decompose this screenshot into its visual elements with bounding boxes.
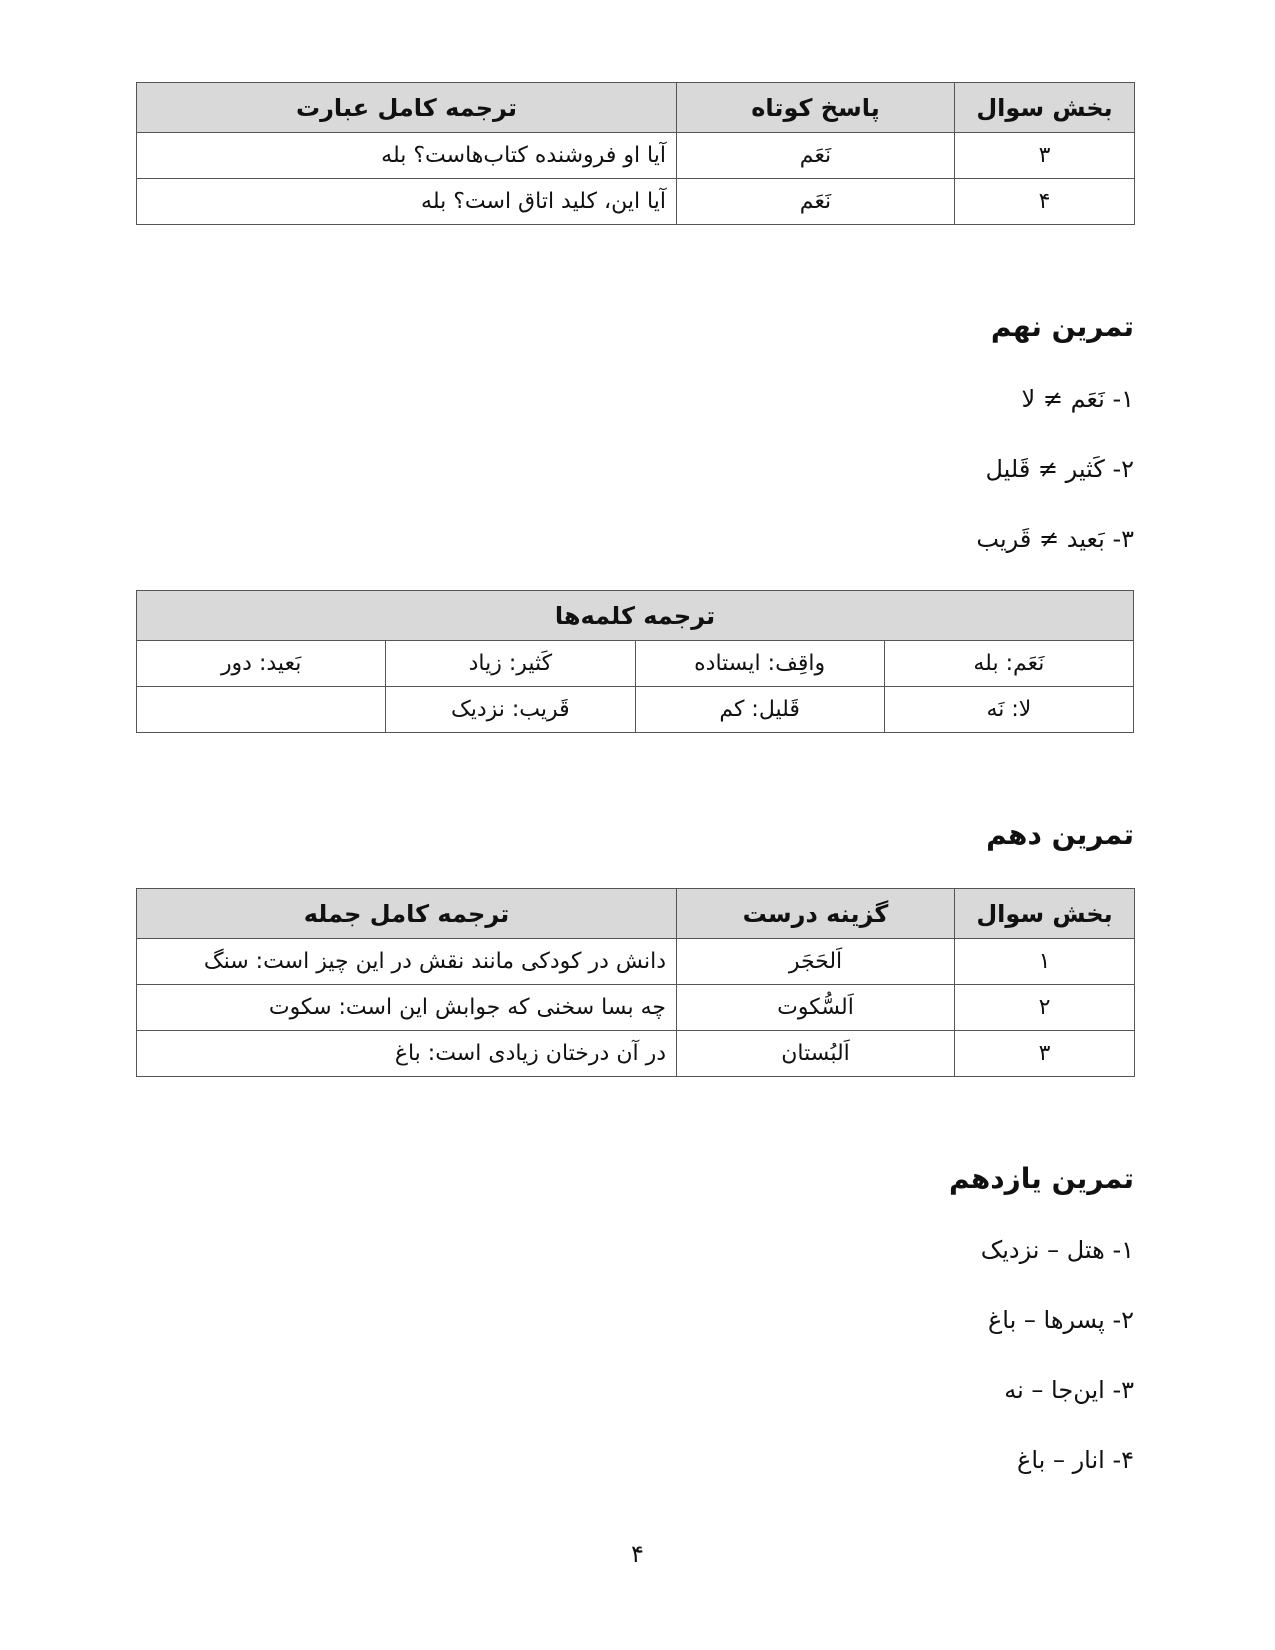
table-row	[137, 133, 1135, 179]
vocab-cell	[137, 687, 386, 733]
cell-section: ۲	[955, 985, 1135, 1031]
vocab-cell: قَلیل: کم	[635, 687, 884, 733]
vocab-cell: قَریب: نزدیک	[386, 687, 635, 733]
exercise-10-table	[136, 888, 1135, 1077]
table-row	[137, 641, 1134, 687]
cell-option: اَلبُستان	[677, 1031, 955, 1077]
vocab-cell: واقِف: ایستاده	[635, 641, 884, 687]
table-header-row	[137, 591, 1134, 641]
cell-option: اَلسُّکوت	[677, 985, 955, 1031]
exercise-11-item-3: ۳- این‌جا – نه	[1004, 1376, 1134, 1404]
cell-section: ۴	[955, 179, 1135, 225]
header-answer: پاسخ کوتاه	[677, 83, 955, 133]
exercise-9-item-2: ۲- کَثیر ≠ قَلیل	[985, 455, 1134, 483]
cell-translation: آیا این، کلید اتاق است؟ بله	[137, 179, 677, 225]
table-row	[137, 985, 1135, 1031]
table-row	[137, 687, 1134, 733]
header-translation: ترجمه کامل جمله	[137, 889, 677, 939]
header-section: بخش سوال	[955, 889, 1135, 939]
exercise-9-title: تمرین نهم	[990, 310, 1134, 343]
vocab-cell: کَثیر: زیاد	[386, 641, 635, 687]
table-row	[137, 179, 1135, 225]
vocab-cell: بَعید: دور	[137, 641, 386, 687]
vocab-cell: لا: نَه	[884, 687, 1133, 733]
exercise-11-item-1: ۱- هتل – نزدیک	[980, 1236, 1134, 1264]
answers-table	[136, 82, 1135, 225]
exercise-9-item-1: ۱- نَعَم ≠ لا	[1021, 385, 1134, 413]
exercise-11-item-4: ۴- انار – باغ	[1017, 1446, 1134, 1474]
cell-section: ۳	[955, 1031, 1135, 1077]
exercise-11-title: تمرین یازدهم	[948, 1162, 1134, 1195]
page-number: ۴	[631, 1540, 644, 1568]
exercise-9-item-3: ۳- بَعید ≠ قَریب	[976, 525, 1134, 553]
cell-section: ۱	[955, 939, 1135, 985]
cell-translation: آیا او فروشنده کتاب‌هاست؟ بله	[137, 133, 677, 179]
cell-answer: نَعَم	[677, 133, 955, 179]
cell-section: ۳	[955, 133, 1135, 179]
vocab-header: ترجمه کلمه‌ها	[137, 591, 1134, 641]
table-header-row	[137, 889, 1135, 939]
exercise-11-item-2: ۲- پسرها – باغ	[987, 1306, 1134, 1334]
cell-answer: نَعَم	[677, 179, 955, 225]
vocab-cell: نَعَم: بله	[884, 641, 1133, 687]
header-section: بخش سوال	[955, 83, 1135, 133]
cell-translation: دانش در کودکی مانند نقش در این چیز است: سنگ	[137, 939, 677, 985]
cell-translation: چه بسا سخنی که جوابش این است: سکوت	[137, 985, 677, 1031]
cell-option: اَلحَجَر	[677, 939, 955, 985]
header-option: گزینه درست	[677, 889, 955, 939]
header-translation: ترجمه کامل عبارت	[137, 83, 677, 133]
table-row	[137, 939, 1135, 985]
exercise-10-title: تمرین دهم	[986, 818, 1134, 851]
table-header-row	[137, 83, 1135, 133]
table-row	[137, 1031, 1135, 1077]
vocabulary-table	[136, 590, 1134, 733]
cell-translation: در آن درختان زیادی است: باغ	[137, 1031, 677, 1077]
